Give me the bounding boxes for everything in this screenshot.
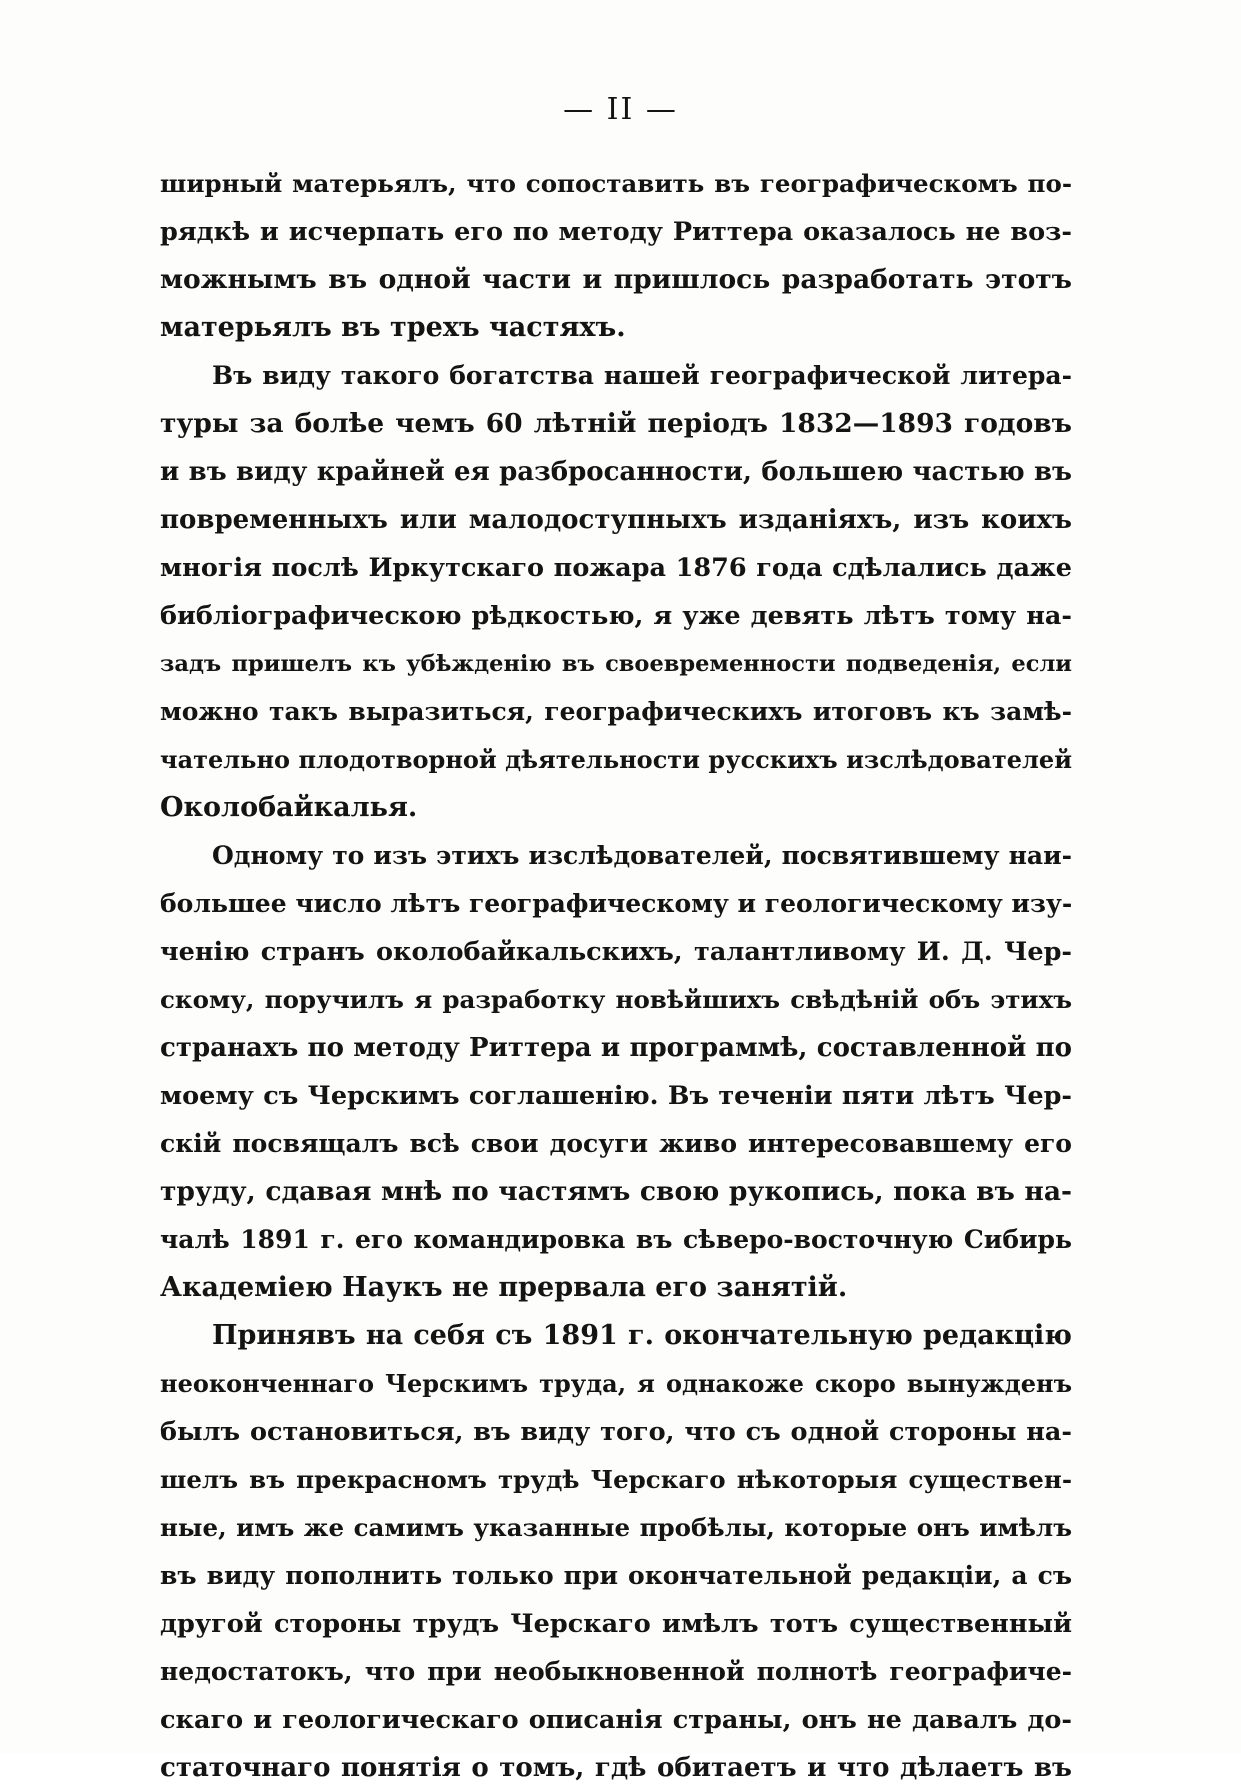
text-line: былъ остановиться, въ виду того, что съ одной стороны на-: [160, 1417, 1072, 1447]
text-line: скому, поручилъ я разработку новѣйшихъ свѣдѣній объ этихъ: [160, 985, 1072, 1014]
text-line: многія послѣ Иркутскаго пожара 1876 года сдѣлались даже: [160, 553, 1072, 583]
text-line: можно такъ выразиться, географическихъ итоговъ къ замѣ-: [160, 697, 1072, 726]
text-line: скаго и геологическаго описанія страны, онъ не давалъ до-: [160, 1705, 1072, 1735]
text-line: чательно плодотворной дѣятельности русскихъ изслѣдователей: [160, 745, 1072, 774]
text-line: въ виду пополнить только при окончательной редакціи, а съ: [160, 1561, 1072, 1590]
text-line: туры за болѣе чемъ 60 лѣтній періодъ 1832—1893 годовъ: [160, 408, 1072, 439]
text-line: моему съ Черскимъ соглашенію. Въ теченіи пяти лѣтъ Чер-: [160, 1081, 1072, 1111]
text-line: недостатокъ, что при необыкновенной полнотѣ географиче-: [160, 1657, 1072, 1686]
text-line: труду, сдавая мнѣ по частямъ свою рукопись, пока въ на-: [160, 1176, 1072, 1207]
text-line: можнымъ въ одной части и пришлось разработать этотъ: [160, 264, 1072, 295]
text-line: шелъ въ прекрасномъ трудѣ Черскаго нѣкоторыя существен-: [160, 1465, 1072, 1494]
text-line: ченію странъ околобайкальскихъ, талантливому И. Д. Чер-: [160, 937, 1072, 967]
text-line: Принявъ на себя съ 1891 г. окончательную редакцію: [212, 1320, 1072, 1351]
text-line: Одному то изъ этихъ изслѣдователей, посвятившему наи-: [212, 841, 1072, 870]
text-line: другой стороны трудъ Черскаго имѣлъ тотъ существенный: [160, 1609, 1072, 1639]
text-line: странахъ по методу Риттера и программѣ, составленной по: [160, 1033, 1072, 1063]
text-line: библіографическою рѣдкостью, я уже девять лѣтъ тому на-: [160, 601, 1072, 631]
page-number-header: — II —: [563, 92, 678, 127]
text-line: ные, имъ же самимъ указанные пробѣлы, которые онъ имѣлъ: [160, 1513, 1072, 1542]
text-line: большее число лѣтъ географическому и геологическому изу-: [160, 889, 1073, 918]
text-line: задъ пришелъ къ убѣжденію въ своевременности подведенія, если: [160, 651, 1072, 677]
text-line: Академіею Наукъ не прервала его занятій.: [160, 1272, 848, 1303]
text-line: Околобайкалья.: [160, 792, 418, 823]
text-line: чалѣ 1891 г. его командировка въ сѣверо-восточную Сибирь: [160, 1225, 1072, 1254]
text-line: и въ виду крайней ея разбросанности, большею частью въ: [160, 457, 1072, 487]
text-line: скій посвящалъ всѣ свои досуги живо интересовавшему его: [160, 1129, 1072, 1158]
text-line: ширный матерьялъ, что сопоставить въ географическомъ по-: [160, 169, 1072, 198]
text-line: статочнаго понятія о томъ, гдѣ обитаетъ и что дѣлаетъ въ: [160, 1753, 1072, 1783]
text-line: рядкѣ и исчерпать его по методу Риттера оказалось не воз-: [160, 217, 1072, 247]
text-line: повременныхъ или малодоступныхъ изданіяхъ, изъ коихъ: [160, 505, 1072, 535]
text-line: Въ виду такого богатства нашей географической литера-: [212, 361, 1072, 390]
text-line: матерьялъ въ трехъ частяхъ.: [160, 312, 626, 343]
page-body-text: [160, 160, 1072, 1792]
text-line: неоконченнаго Черскимъ труда, я однакоже скоро вынужденъ: [160, 1369, 1072, 1398]
